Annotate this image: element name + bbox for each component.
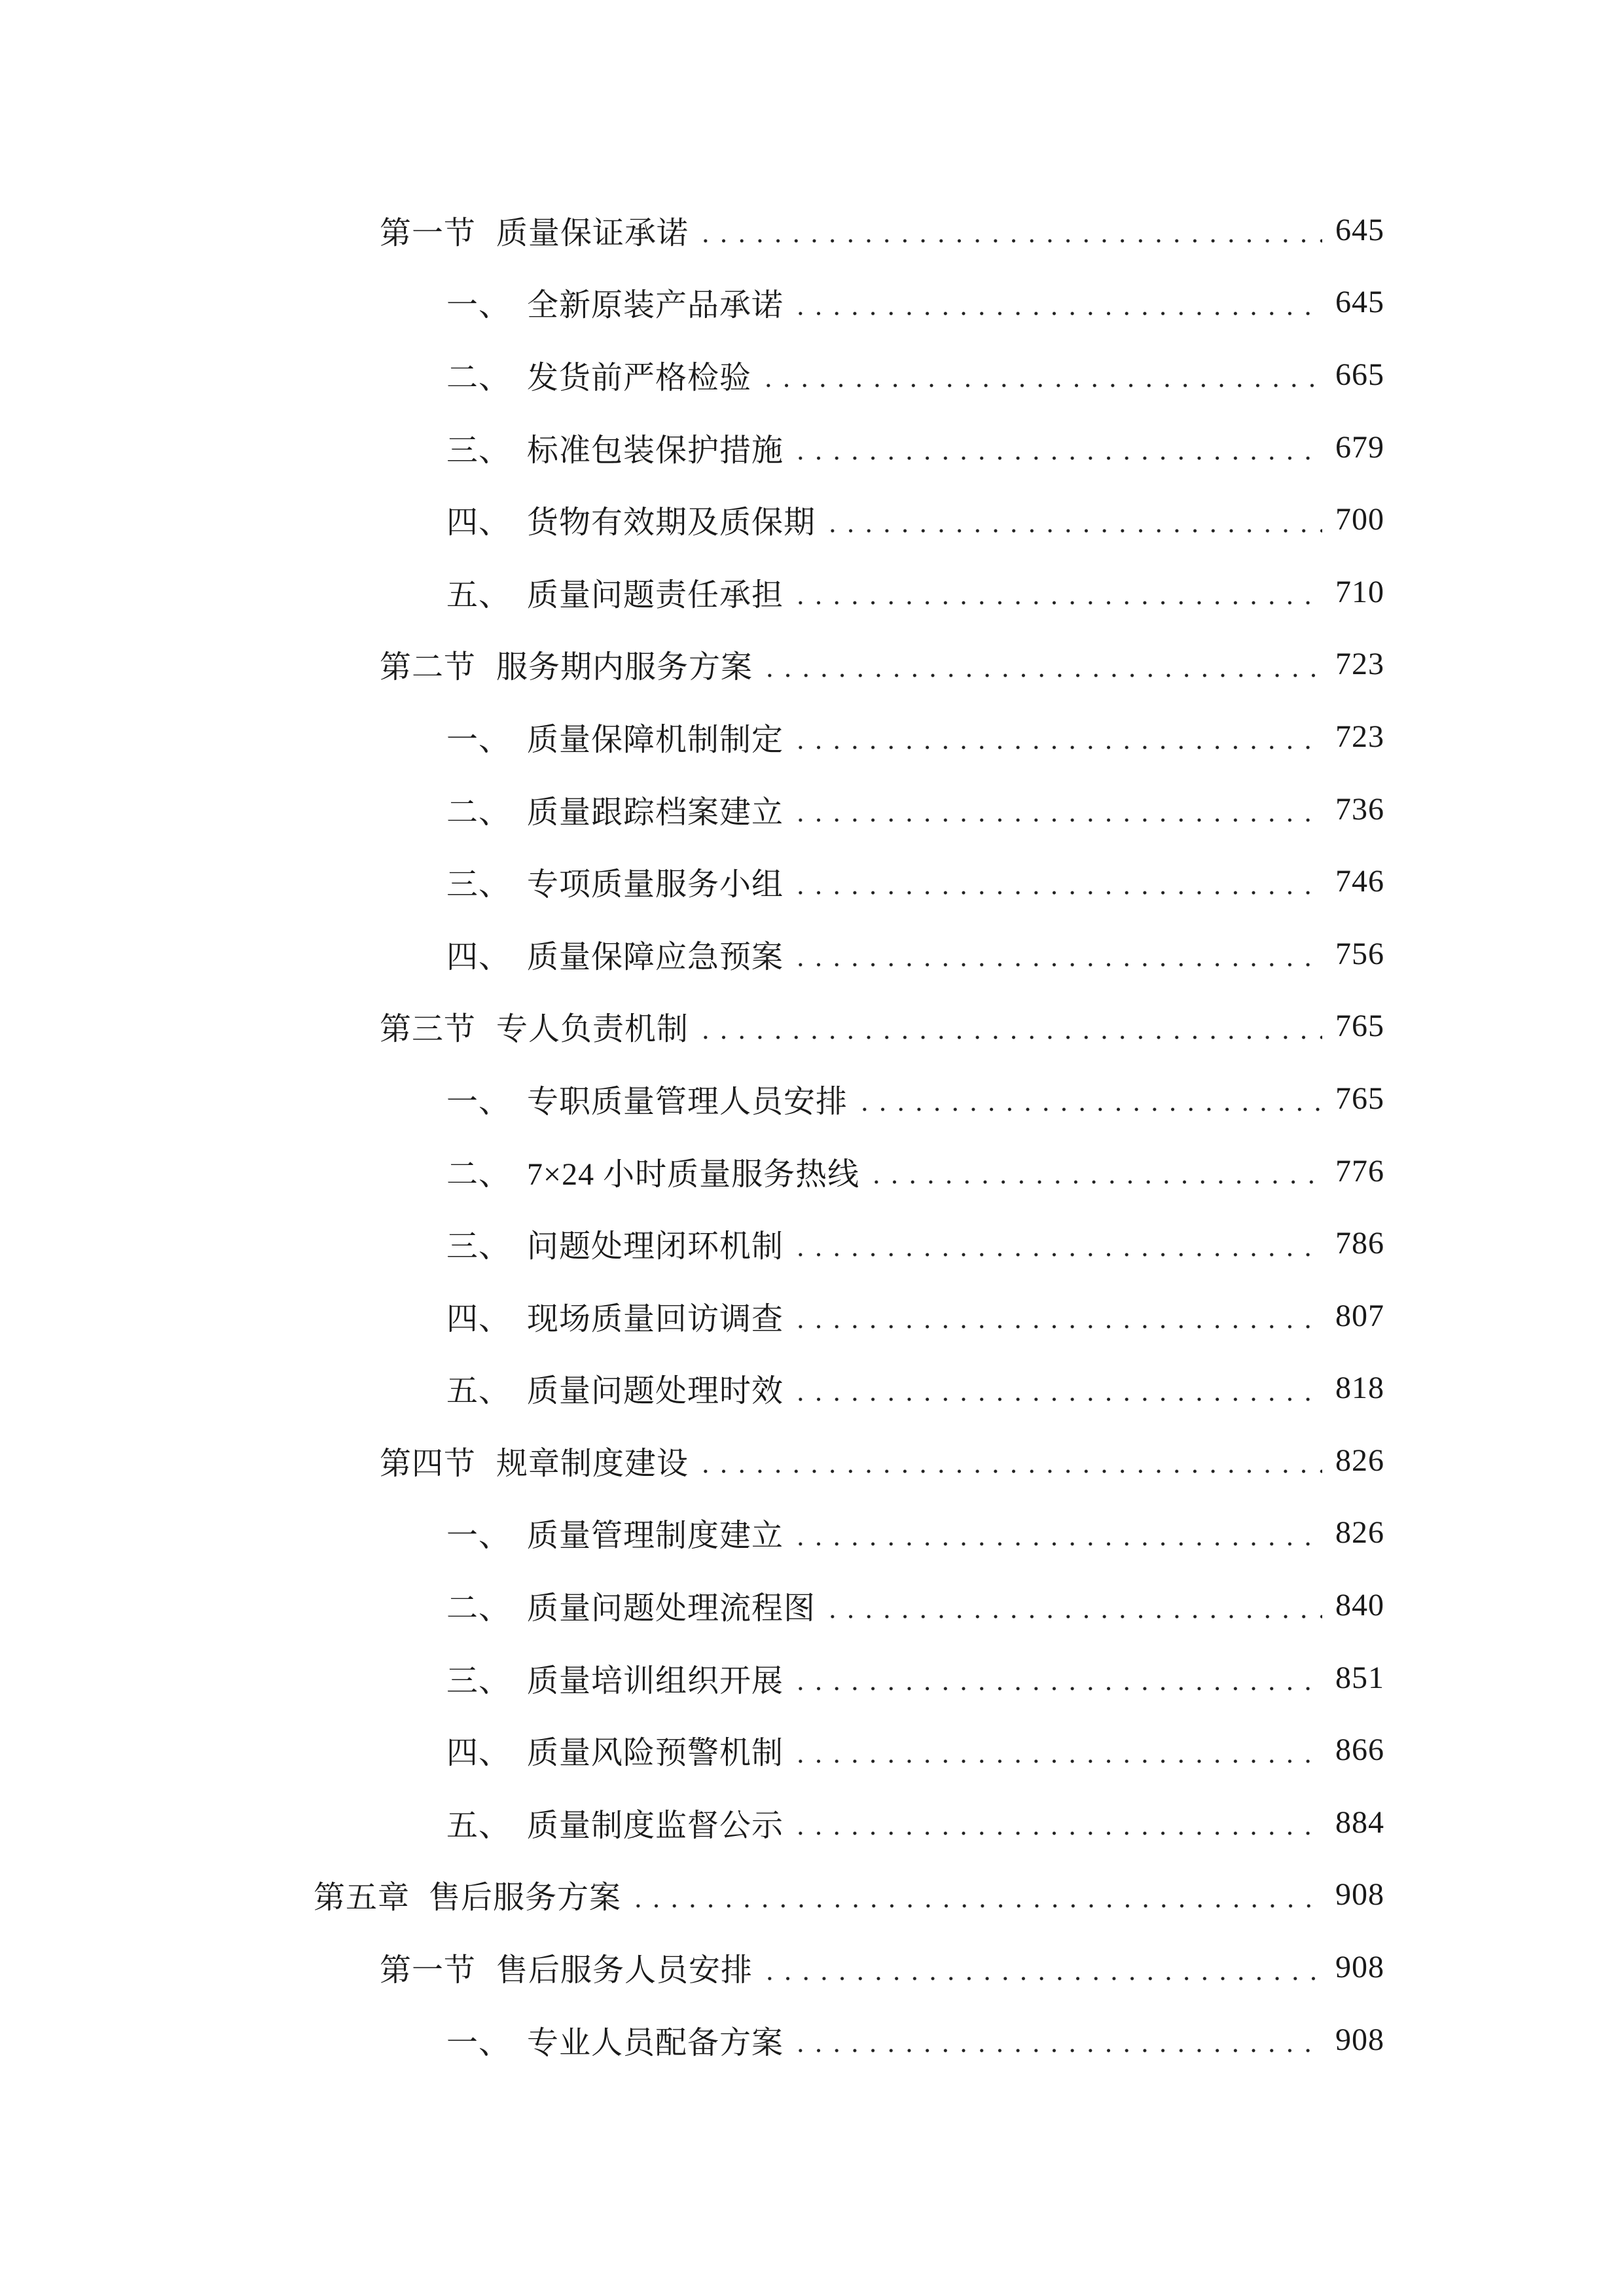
dot-leader: [823, 1569, 1322, 1641]
entry-number-label: 三、: [446, 867, 511, 903]
dot-leader: [791, 1280, 1322, 1352]
page-number: 645: [1335, 285, 1384, 320]
page-number: 710: [1335, 574, 1384, 609]
entry-title: 专业人员配备方案: [527, 2025, 784, 2060]
page-number: 840: [1335, 1588, 1384, 1623]
entry-number-label: 第四节: [380, 1446, 477, 1481]
page-number: 736: [1335, 791, 1384, 827]
page-number: 851: [1335, 1660, 1384, 1695]
entry-number-label: 三、: [446, 433, 511, 468]
toc-section-entry: [0, 1424, 1384, 1497]
page-number: 700: [1335, 502, 1384, 537]
page-number: 866: [1335, 1732, 1384, 1768]
toc-item-entry: [0, 411, 1384, 484]
entry-title: 服务期内服务方案: [496, 650, 753, 685]
entry-title: 质量保证承诺: [496, 215, 689, 251]
toc-item-entry: [0, 1713, 1384, 1786]
entry-title: 规章制度建设: [496, 1446, 689, 1481]
entry-title: 专项质量服务小组: [527, 867, 784, 903]
dot-leader: [696, 194, 1322, 266]
entry-title: 质量保障机制制定: [527, 722, 784, 757]
entry-number-label: 三、: [446, 1229, 511, 1265]
toc-item-entry: [0, 1641, 1384, 1714]
toc-item-entry: [0, 773, 1384, 846]
toc-item-entry: [0, 266, 1384, 339]
toc-item-entry: [0, 1280, 1384, 1352]
dot-leader: [823, 483, 1322, 556]
page-number: 679: [1335, 429, 1384, 465]
dot-leader: [791, 2003, 1322, 2076]
dot-leader: [791, 556, 1322, 628]
toc-item-entry: [0, 338, 1384, 411]
dot-leader: [696, 990, 1322, 1063]
dot-leader: [791, 845, 1322, 918]
entry-title: 售后服务方案: [429, 1880, 622, 1916]
entry-number-label: 五、: [446, 1374, 511, 1409]
toc-section-entry: [0, 194, 1384, 266]
dot-leader: [791, 1641, 1322, 1714]
page-number: 723: [1335, 719, 1384, 754]
entry-number-label: 二、: [446, 1157, 511, 1192]
entry-number-label: 四、: [446, 1736, 511, 1771]
entry-number-label: 第一节: [380, 1953, 477, 1988]
entry-number-label: 四、: [446, 1301, 511, 1336]
page-number: 826: [1335, 1443, 1384, 1478]
toc-item-entry: [0, 1569, 1384, 1641]
page-number: 818: [1335, 1371, 1384, 1406]
page-number: 908: [1335, 1877, 1384, 1912]
page-number: 723: [1335, 647, 1384, 682]
dot-leader: [791, 411, 1322, 484]
dot-leader: [761, 1931, 1322, 2003]
entry-title: 发货前严格检验: [527, 360, 752, 395]
entry-title: 质量培训组织开展: [527, 1663, 784, 1698]
entry-number-label: 第一节: [380, 215, 477, 251]
page-number: 908: [1335, 2022, 1384, 2057]
toc-item-entry: [0, 700, 1384, 773]
entry-number-label: 二、: [446, 795, 511, 830]
table-of-contents: [0, 194, 1384, 2075]
entry-title: 质量问题处理流程图: [527, 1591, 816, 1626]
entry-number-label: 五、: [446, 1808, 511, 1843]
page-number: 765: [1335, 1009, 1384, 1044]
dot-leader: [791, 700, 1322, 773]
entry-title: 质量保障应急预案: [527, 939, 784, 975]
toc-item-entry: [0, 556, 1384, 628]
toc-item-entry: [0, 1497, 1384, 1570]
dot-leader: [791, 1713, 1322, 1786]
dot-leader: [791, 1497, 1322, 1570]
entry-title: 质量问题责任承担: [527, 577, 784, 613]
entry-title: 质量风险预警机制: [527, 1736, 784, 1771]
toc-section-entry: [0, 628, 1384, 701]
dot-leader: [761, 628, 1322, 701]
entry-number-label: 三、: [446, 1663, 511, 1698]
page-number: 765: [1335, 1081, 1384, 1116]
entry-title: 售后服务人员安排: [496, 1953, 753, 1988]
dot-leader: [791, 1786, 1322, 1859]
page-number: 807: [1335, 1298, 1384, 1333]
page-number: 908: [1335, 1950, 1384, 1985]
dot-leader: [791, 1207, 1322, 1280]
entry-number-label: 一、: [446, 1518, 511, 1554]
page-number: 884: [1335, 1804, 1384, 1840]
dot-leader: [791, 918, 1322, 990]
entry-number-label: 第二节: [380, 650, 477, 685]
entry-title: 质量制度监督公示: [527, 1808, 784, 1843]
toc-item-entry: [0, 483, 1384, 556]
entry-number-label: 一、: [446, 722, 511, 757]
entry-title: 现场质量回访调查: [527, 1301, 784, 1336]
entry-title: 问题处理闭环机制: [527, 1229, 784, 1265]
page-number: 746: [1335, 864, 1384, 899]
toc-item-entry: [0, 918, 1384, 990]
dot-leader: [867, 1135, 1322, 1208]
entry-number-label: 二、: [446, 360, 511, 395]
entry-number-label: 第三节: [380, 1012, 477, 1047]
toc-section-entry: [0, 1931, 1384, 2003]
page-number: 776: [1335, 1153, 1384, 1189]
dot-leader: [791, 266, 1322, 339]
toc-item-entry: [0, 1135, 1384, 1208]
entry-number-label: 五、: [446, 577, 511, 613]
dot-leader: [791, 1352, 1322, 1425]
entry-title: 质量管理制度建立: [527, 1518, 784, 1554]
page-number: 786: [1335, 1226, 1384, 1261]
entry-number-label: 一、: [446, 288, 511, 323]
toc-section-entry: [0, 990, 1384, 1063]
entry-number-label: 四、: [446, 939, 511, 975]
entry-title: 全新原装产品承诺: [527, 288, 784, 323]
entry-number-label: 四、: [446, 505, 511, 541]
entry-title: 质量跟踪档案建立: [527, 795, 784, 830]
entry-title: 标准包装保护措施: [527, 433, 784, 468]
entry-title: 专人负责机制: [496, 1012, 689, 1047]
page-number: 756: [1335, 936, 1384, 971]
dot-leader: [696, 1424, 1322, 1497]
dot-leader: [629, 1859, 1322, 1931]
dot-leader: [759, 338, 1322, 411]
page-number: 645: [1335, 212, 1384, 247]
toc-item-entry: [0, 1786, 1384, 1859]
entry-title: 货物有效期及质保期: [527, 505, 816, 541]
dot-leader: [856, 1062, 1322, 1135]
entry-title: 专职质量管理人员安排: [527, 1084, 848, 1119]
toc-item-entry: [0, 1062, 1384, 1135]
toc-chapter-entry: [0, 1859, 1384, 1931]
entry-number-label: 一、: [446, 2025, 511, 2060]
dot-leader: [791, 773, 1322, 846]
page-number: 826: [1335, 1515, 1384, 1551]
entry-number-label: 二、: [446, 1591, 511, 1626]
toc-item-entry: [0, 1352, 1384, 1425]
toc-item-entry: [0, 2003, 1384, 2076]
entry-number-label: 第五章: [314, 1880, 410, 1916]
entry-number-label: 一、: [446, 1084, 511, 1119]
page-number: 665: [1335, 357, 1384, 392]
toc-item-entry: [0, 1207, 1384, 1280]
entry-title: 质量问题处理时效: [527, 1374, 784, 1409]
toc-item-entry: [0, 845, 1384, 918]
entry-title: 7×24 小时质量服务热线: [527, 1157, 860, 1192]
